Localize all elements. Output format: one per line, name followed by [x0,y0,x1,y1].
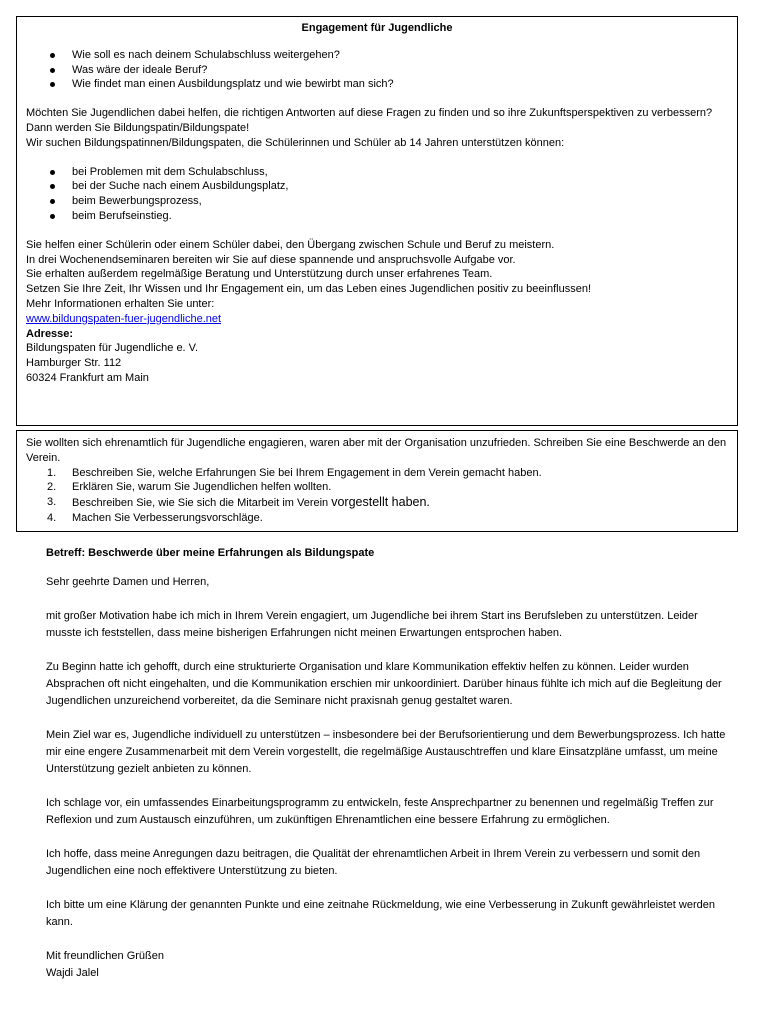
task-intro: Sie wollten sich ehrenamtlich für Jugendliche engagieren, waren aber mit der Organisation unzufrieden. Schreiben Sie eine Beschwerde an den Verein. [26,437,727,464]
list-item: beim Bewerbungsprozess, [72,194,728,209]
task-number: 2. [47,481,57,494]
letter-paragraph: mit großer Motivation habe ich mich in Ihrem Verein engagiert, um Jugendliche bei ihrem Start ins Berufsleben zu unterstützen. Leider musste ich feststellen, dass meine bisherigen Erfahrungen nicht meinen Erwartungen entsprochen haben. [46,610,698,639]
letter-paragraph: Ich hoffe, dass meine Anregungen dazu beitragen, die Qualität der ehrenamtlichen Arbeit in Ihrem Verein zu verbessern und somit den Jugendlichen eine noch effektivere Unterstützung zu bieten. [46,848,701,877]
task-item [47,466,728,481]
address-label: Adresse: [26,327,74,340]
details-text: In drei Wochenendseminaren bereiten wir Sie auf diese spannende und anspruchsvolle Aufgabe vor. [26,253,516,266]
list-item: Wie soll es nach deinem Schulabschluss weitergehen? [72,48,728,63]
website-link[interactable]: www.bildungspaten-fuer-jugendliche.net [26,312,222,325]
task-number: 4. [47,511,57,524]
list-item: bei Problemen mit dem Schulabschluss, [72,165,728,180]
task-number: 1. [47,466,57,479]
task-text-large: vorgestellt haben. [331,495,430,510]
details-text: Mehr Informationen erhalten Sie unter: [26,297,215,310]
task-item [47,480,728,495]
task-list [26,466,728,526]
support-list [26,165,728,224]
info-box [16,16,738,426]
task-text: Erklären Sie, warum Sie Jugendlichen helfen wollten. [72,481,332,494]
list-item: beim Berufseinstieg. [72,209,728,224]
task-text: Beschreiben Sie, wie Sie sich die Mitarbeit im Verein [72,497,332,510]
letter-paragraph: Ich schlage vor, ein umfassendes Einarbeitungsprogramm zu entwickeln, feste Ansprechpartner zu benennen und regelmäßig Treffen zur Reflexion und zum Austausch einzuführen, um zukünftigen Ehrenamtlichen eine bessere Erfahrung zu ermöglichen. [46,797,714,826]
address-line: Hamburger Str. 112 [26,357,122,370]
address-line: 60324 Frankfurt am Main [26,371,149,384]
task-item [47,495,728,511]
task-item [47,511,728,526]
letter-signature: Wajdi Jalel [46,967,99,979]
address-line: Bildungspaten für Jugendliche e. V. [26,342,199,355]
info-title: Engagement für Jugendliche [301,22,453,34]
intro-text: Wir suchen Bildungspatinnen/Bildungspaten, die Schülerinnen und Schüler ab 14 Jahren unterstützen können: [26,136,565,149]
letter-salutation: Sehr geehrte Damen und Herren, [46,576,210,588]
letter-paragraph: Zu Beginn hatte ich gehofft, durch eine strukturierte Organisation und klare Kommunikation effektiv helfen zu können. Leider wurden Absprachen oft nicht eingehalten, und die Kommunikation erschien mir unkoordiniert. Darüber hinaus fühlte ich mich auf die Begleitung der Jugendlichen unzureichend vorbereitet, da die Seminare nicht praxisnah genug gestaltet waren. [46,661,722,707]
intro-text: Dann werden Sie Bildungspatin/Bildungspate! [26,121,250,134]
details-text: Sie erhalten außerdem regelmäßige Beratung und Unterstützung durch unser erfahrenes Team. [26,268,493,281]
task-text: Beschreiben Sie, welche Erfahrungen Sie bei Ihrem Engagement in dem Verein gemacht haben. [72,466,542,479]
task-box [16,430,738,532]
details-text: Sie helfen einer Schülerin oder einem Schüler dabei, den Übergang zwischen Schule und Beruf zu meistern. [26,238,555,251]
details-text: Setzen Sie Ihre Zeit, Ihr Wissen und Ihr Engagement ein, um das Leben eines Jugendlichen positiv zu beeinflussen! [26,283,592,296]
list-item: bei der Suche nach einem Ausbildungsplatz, [72,179,728,194]
letter-closing: Mit freundlichen Grüßen [46,950,164,962]
letter-paragraph: Mein Ziel war es, Jugendliche individuell zu unterstützen – insbesondere bei der Berufsorientierung und dem Bewerbungsprozess. Ich hatte mir eine engere Zusammenarbeit mit dem Verein vorgestellt, die regelmäßige Austauschtreffen und klare Einsatzpläne umfasst, um meine Unterstützung gezielt anbieten zu können. [46,729,726,775]
task-number: 3. [47,496,57,509]
task-text: Machen Sie Verbesserungsvorschläge. [72,511,263,524]
intro-text: Möchten Sie Jugendlichen dabei helfen, die richtigen Antworten auf diese Fragen zu finden und so ihre Zukunftsperspektiven zu verbessern? [26,107,713,120]
letter-body [46,545,726,982]
list-item: Wie findet man einen Ausbildungsplatz und wie bewirbt man sich? [72,77,728,92]
letter-paragraph: Ich bitte um eine Klärung der genannten Punkte und eine zeitnahe Rückmeldung, wie eine Verbesserung in Zukunft gewährleistet werden kann. [46,899,715,928]
letter-subject: Betreff: Beschwerde über meine Erfahrungen als Bildungspate [46,547,375,559]
question-list [26,48,728,92]
list-item: Was wäre der ideale Beruf? [72,63,728,78]
